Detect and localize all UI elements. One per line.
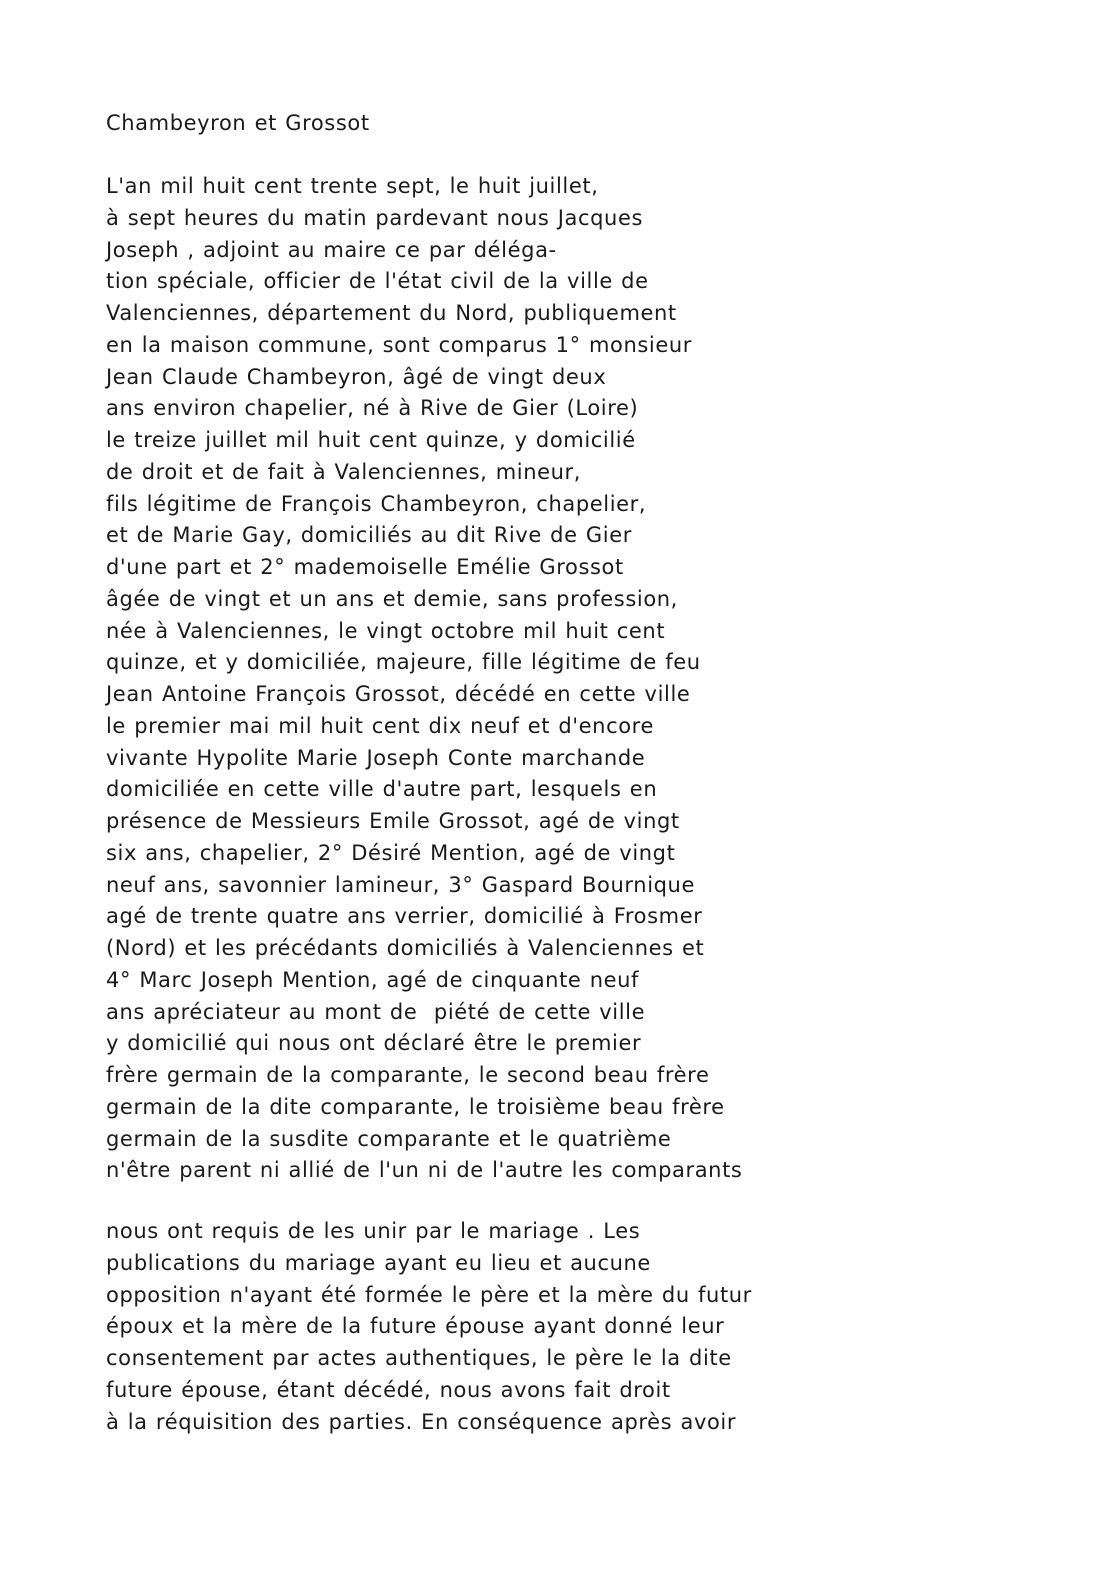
text-line: Valenciennes, département du Nord, publiquement bbox=[106, 301, 677, 325]
text-line: n'être parent ni allié de l'un ni de l'autre les comparants bbox=[106, 1158, 743, 1183]
text-line: tion spéciale, officier de l'état civil de la ville de bbox=[106, 269, 649, 294]
text-line: ans environ chapelier, né à Rive de Gier (Loire) bbox=[106, 396, 639, 421]
text-line: fils légitime de François Chambeyron, chapelier, bbox=[106, 491, 647, 516]
text-line: âgée de vingt et un ans et demie, sans profession, bbox=[106, 586, 678, 611]
paragraph-1 bbox=[106, 171, 742, 1187]
text-line: Jean Claude Chambeyron, âgé de vingt deux bbox=[106, 364, 607, 389]
text-line: (Nord) et les précédants domiciliés à Valenciennes et bbox=[106, 936, 705, 960]
text-line: future épouse, étant décédé, nous avons fait droit bbox=[106, 1377, 671, 1402]
text-line: domiciliée en cette ville d'autre part, lesquels en bbox=[106, 777, 658, 802]
text-line: agé de trente quatre ans verrier, domicilié à Frosmer bbox=[106, 904, 703, 929]
text-line: publications du mariage ayant eu lieu et aucune bbox=[106, 1250, 651, 1275]
text-line: Joseph , adjoint au maire ce par déléga- bbox=[106, 237, 557, 262]
text-line: époux et la mère de la future épouse ayant donné leur bbox=[106, 1314, 725, 1339]
text-line: frère germain de la comparante, le second beau frère bbox=[106, 1063, 710, 1087]
text-line: Jean Antoine François Grossot, décédé en cette ville bbox=[106, 682, 691, 706]
text-line: présence de Messieurs Emile Grossot, agé de vingt bbox=[106, 809, 680, 833]
text-line: le premier mai mil huit cent dix neuf et d'encore bbox=[106, 713, 654, 738]
text-line: vivante Hypolite Marie Joseph Conte marchande bbox=[106, 745, 646, 770]
text-line: en la maison commune, sont comparus 1° monsieur bbox=[106, 332, 693, 357]
text-line: née à Valenciennes, le vingt octobre mil huit cent bbox=[106, 618, 666, 643]
text-line: nous ont requis de les unir par le mariage . Les bbox=[106, 1219, 641, 1243]
text-line: ans apréciateur au mont de piété de cette ville bbox=[106, 999, 646, 1024]
text-line: germain de la dite comparante, le troisième beau frère bbox=[106, 1094, 725, 1119]
text-line: L'an mil huit cent trente sept, le huit juillet, bbox=[106, 174, 599, 198]
text-line: six ans, chapelier, 2° Désiré Mention, agé de vingt bbox=[106, 840, 676, 865]
text-line: quinze, et y domiciliée, majeure, fille légitime de feu bbox=[106, 650, 701, 675]
text-line: à sept heures du matin pardevant nous Jacques bbox=[106, 205, 644, 230]
text-line: d'une part et 2° mademoiselle Emélie Grossot bbox=[106, 555, 624, 579]
text-line: 4° Marc Joseph Mention, agé de cinquante neuf bbox=[106, 967, 640, 992]
text-line: consentement par actes authentiques, le père le la dite bbox=[106, 1346, 732, 1370]
text-line: opposition n'ayant été formée le père et la mère du futur bbox=[106, 1282, 752, 1307]
text-line: neuf ans, savonnier lamineur, 3° Gaspard Bournique bbox=[106, 872, 695, 897]
text-line: et de Marie Gay, domiciliés au dit Rive de Gier bbox=[106, 523, 632, 548]
text-line: y domicilié qui nous ont déclaré être le premier bbox=[106, 1031, 642, 1056]
paragraph-2 bbox=[106, 1216, 752, 1438]
document-title bbox=[106, 108, 370, 140]
text-line: le treize juillet mil huit cent quinze, y domicilié bbox=[106, 428, 636, 452]
text-line: à la réquisition des parties. En conséquence après avoir bbox=[106, 1409, 737, 1434]
text-line: de droit et de fait à Valenciennes, mineur, bbox=[106, 459, 582, 484]
title-line: Chambeyron et Grossot bbox=[106, 111, 370, 135]
text-line: germain de la susdite comparante et le quatrième bbox=[106, 1126, 672, 1151]
